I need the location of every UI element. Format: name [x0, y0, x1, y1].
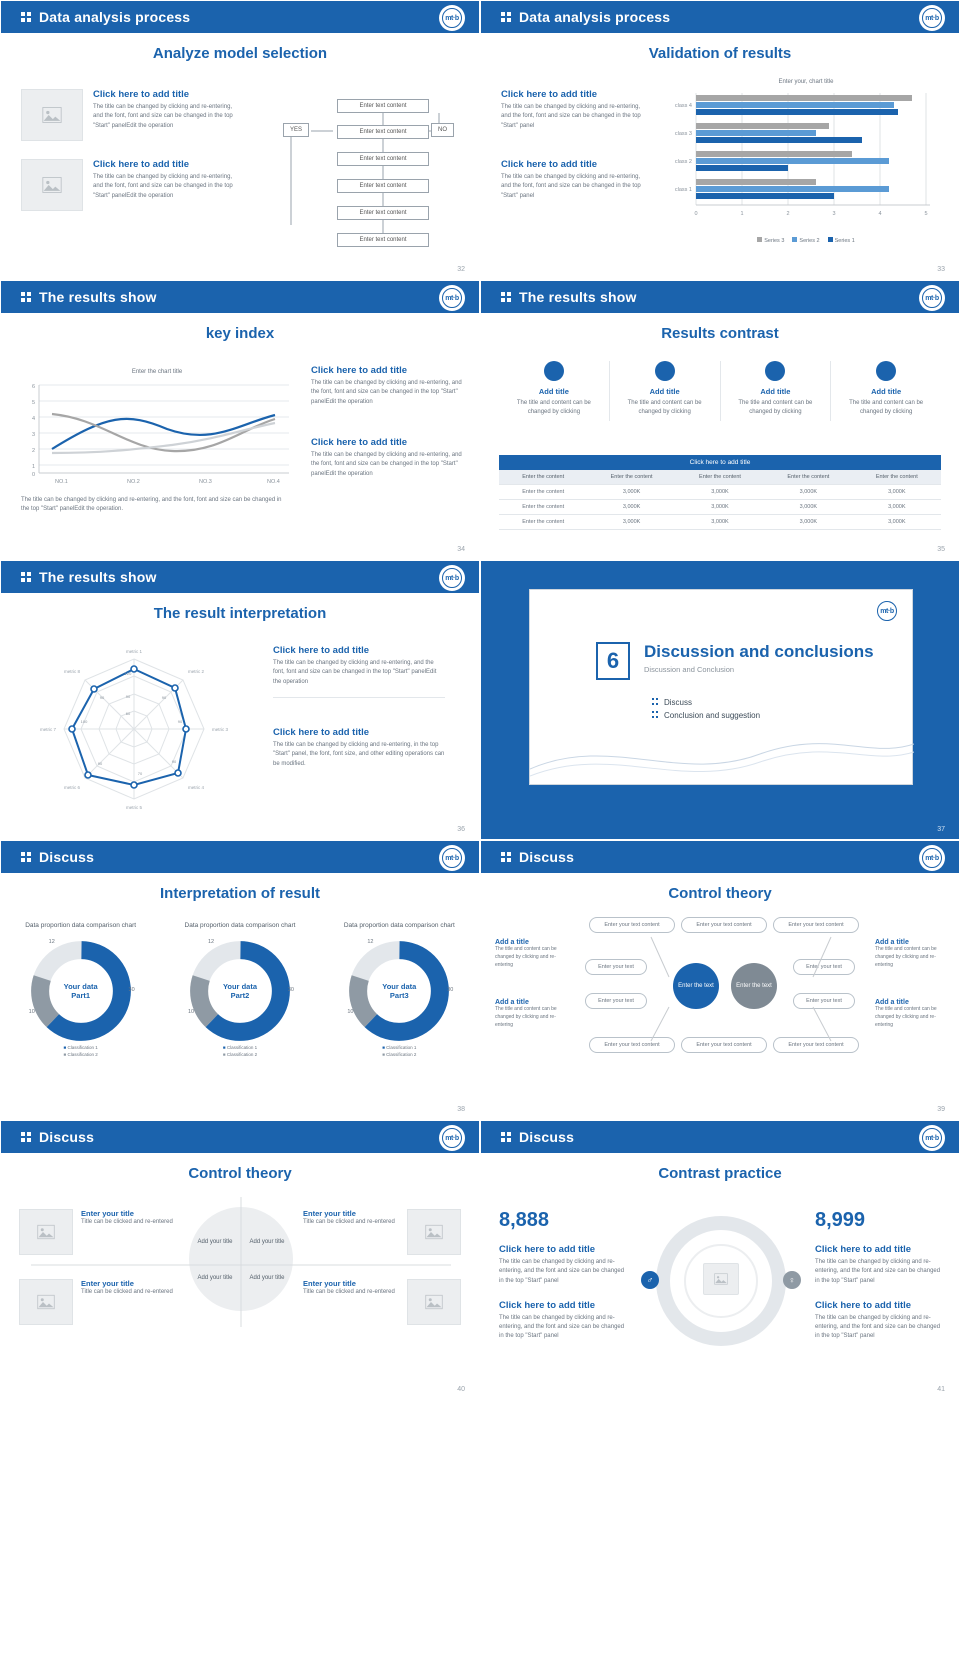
logo-text: mt·b [445, 854, 459, 862]
svg-text:100: 100 [80, 719, 88, 724]
slide-header [1, 1, 479, 33]
logo-text: mt·b [925, 14, 939, 22]
side-title: Add a title [875, 939, 909, 946]
svg-text:90: 90 [161, 695, 167, 700]
logo-text: mt·b [925, 1134, 939, 1142]
section-list-item[interactable] [652, 711, 912, 720]
block-text: The title can be changed by clicking and re-entering, and the font and size can be changed in the top "Start" panel [815, 1259, 941, 1284]
table-row [499, 500, 941, 515]
flow-box[interactable]: Enter text content [337, 125, 429, 139]
svg-text:0: 0 [31, 472, 35, 478]
svg-text:6: 6 [31, 384, 35, 390]
block-title: Click here to add title [815, 1244, 912, 1255]
table-cell: 3,000K [587, 515, 675, 530]
block-text: The title can be changed by clicking and re-entering, and the font, font and size can be changed in the top "Start" panelEdit the operation [311, 452, 462, 477]
card-icon [876, 361, 896, 381]
table-cell: 3,000K [676, 515, 764, 530]
flow-yes-label[interactable]: YES [283, 123, 309, 137]
dots-icon [21, 292, 31, 302]
donut-value: 10 [187, 1009, 195, 1016]
table-cell: 3,000K [764, 515, 852, 530]
center-circle-primary[interactable]: Enter the text [673, 963, 719, 1009]
brand-logo [919, 285, 945, 311]
table-cell: 3,000K [853, 500, 941, 515]
svg-text:90: 90 [99, 695, 105, 700]
table-header-cell: Enter the content [764, 470, 852, 485]
dots-icon [21, 1132, 31, 1142]
block-title: Click here to add title [499, 1244, 596, 1255]
table-cell: Enter the content [499, 500, 587, 515]
page-number: 38 [457, 1106, 465, 1113]
table-cell: 3,000K [764, 485, 852, 500]
donut-center-label: Your data [63, 982, 98, 992]
dots-icon [21, 572, 31, 582]
donut-chart [329, 921, 469, 1059]
page-number: 34 [457, 546, 465, 553]
page-number: 37 [937, 826, 945, 833]
slide-36 [0, 560, 480, 840]
slide-header [481, 1, 959, 33]
donut-value: 30 [128, 987, 135, 994]
results-table [499, 455, 941, 530]
block-title: Click here to add title [499, 1299, 596, 1311]
header-title: The results show [39, 289, 157, 305]
item-title: Enter your title [81, 1279, 134, 1288]
item-title: Enter your title [81, 1209, 134, 1218]
donut-value: 30 [447, 987, 454, 994]
block-text: The title can be changed by clicking and re-entering, and the font, font and size can be changed in the top "Start" panelEdit the operation [93, 174, 233, 199]
slide-32 [0, 0, 480, 280]
chart-title: Enter the chart title [131, 369, 183, 375]
page-number: 36 [457, 826, 465, 833]
block-title: Click here to add title [273, 645, 370, 656]
svg-text:120: 120 [124, 671, 132, 676]
header-title: Discuss [519, 849, 575, 865]
side-text: The title and content can be changed by clicking and re-entering [495, 946, 557, 968]
svg-text:class 1: class 1 [674, 187, 692, 193]
svg-text:90: 90 [177, 719, 183, 724]
flow-box[interactable]: Enter text content [337, 99, 429, 113]
svg-text:3: 3 [31, 432, 35, 438]
table-cell: Enter the content [499, 515, 587, 530]
dots-icon [501, 12, 511, 22]
logo-text: mt·b [445, 574, 459, 582]
slide-39 [480, 840, 960, 1120]
table-row [499, 485, 941, 500]
donut-caption: Data proportion data comparison chart [184, 922, 296, 929]
donut-chart [170, 921, 310, 1059]
slide-41 [480, 1120, 960, 1400]
donut-center-label: Your data [222, 982, 257, 992]
radar-chart [19, 637, 249, 822]
svg-text:1: 1 [740, 211, 744, 217]
block-title: Click here to add title [93, 89, 190, 100]
donut-center-value: Part1 [71, 991, 91, 1001]
logo-text: mt·b [925, 854, 939, 862]
item-title: Enter your title [303, 1279, 356, 1288]
page-number: 35 [937, 546, 945, 553]
female-icon: ♀ [783, 1271, 801, 1289]
svg-text:metric 5: metric 5 [125, 805, 143, 810]
page-title: Interpretation of result [159, 885, 320, 902]
brand-logo [874, 598, 900, 624]
logo-text: mt·b [880, 607, 894, 615]
section-title: Discussion and conclusions [644, 642, 874, 661]
block-text: The title can be changed by clicking and re-entering, in the top "Start" panel, the font, font size, and other editing operations can be modified. [273, 742, 445, 767]
page-title: Control theory [188, 1165, 292, 1182]
flow-box[interactable]: Enter text content [337, 233, 429, 247]
brand-logo [439, 845, 465, 871]
page-title: Control theory [668, 885, 772, 902]
page-number: 41 [937, 1386, 945, 1393]
flow-arrows [501, 915, 941, 1055]
flow-box-top[interactable]: Enter your text content [681, 917, 767, 933]
chart-title: Enter your, chart title [778, 79, 834, 85]
flow-box-bottom[interactable]: Enter your text content [589, 1037, 675, 1053]
flow-box[interactable]: Enter text content [337, 206, 429, 220]
block-text: The title can be changed by clicking and re-entering, and the font and size can be changed in the top "Start" panel [499, 1314, 625, 1340]
brand-logo [439, 5, 465, 31]
svg-text:2: 2 [31, 448, 35, 454]
slide-header [481, 1121, 959, 1153]
image-placeholder[interactable] [21, 89, 83, 141]
legend-item: Series 3 [757, 237, 784, 244]
header-title: Discuss [39, 1129, 95, 1145]
quadrant-label[interactable]: Add your title [249, 1275, 285, 1281]
page-number: 33 [937, 266, 945, 273]
result-card [499, 361, 610, 421]
donut-center-value: Part3 [389, 991, 409, 1001]
svg-text:2: 2 [786, 211, 790, 217]
line-chart [17, 369, 297, 515]
block-text: The title can be changed by clicking and re-entering, and the font, font and size can be changed in the top "Start" panelEdit the operation [93, 104, 233, 129]
section-card [529, 589, 913, 785]
page-number: 40 [457, 1386, 465, 1393]
card-title: Add title [871, 387, 902, 396]
page-title: Analyze model selection [152, 45, 328, 62]
quadrant-circle [189, 1207, 293, 1311]
contrast-diagram [646, 1209, 796, 1353]
block-text: The title can be changed by clicking and re-entering, and the font and size can be changed in the top "Start" panel [815, 1314, 941, 1340]
donut-center-value: Part2 [230, 991, 250, 1001]
svg-text:4: 4 [878, 211, 882, 217]
svg-text:metric 2: metric 2 [187, 669, 205, 674]
image-placeholder[interactable] [407, 1279, 461, 1325]
header-title: The results show [39, 569, 157, 585]
dots-icon [21, 12, 31, 22]
flow-box[interactable]: Enter text content [337, 179, 429, 193]
svg-text:90: 90 [171, 759, 177, 764]
table-header-cell: Enter the content [853, 470, 941, 485]
slide-header [481, 281, 959, 313]
donut-caption: Data proportion data comparison chart [343, 922, 455, 929]
block-title: Click here to add title [501, 89, 598, 100]
donut-value: 12 [48, 939, 55, 946]
donut-value: 10 [347, 1009, 354, 1016]
svg-text:NO.4: NO.4 [267, 479, 280, 485]
card-icon [544, 361, 564, 381]
side-text: The title and content can be changed by clicking and re-entering [875, 1006, 937, 1028]
dots-icon [501, 292, 511, 302]
page-title: Validation of results [648, 45, 792, 62]
image-placeholder[interactable] [703, 1263, 739, 1295]
table-cell: 3,000K [676, 485, 764, 500]
svg-text:NO.1: NO.1 [55, 479, 68, 485]
svg-text:metric 4: metric 4 [187, 785, 205, 790]
logo-text: mt·b [445, 14, 459, 22]
flow-box-bottom[interactable]: Enter your text content [773, 1037, 859, 1053]
flow-box-mid-right[interactable]: Enter your text [793, 959, 855, 975]
item-text: Title can be clicked and re-entered [303, 1289, 395, 1295]
result-card [721, 361, 832, 421]
brand-logo [439, 1125, 465, 1151]
block-title: Click here to add title [93, 159, 190, 170]
slide-header [1, 841, 479, 873]
slide-header [1, 281, 479, 313]
block-title: Click here to add title [273, 727, 370, 738]
block-text: The title can be changed by clicking and re-entering, and the font, font and size can be changed in the top "Start" panelEdit the operation [311, 380, 462, 405]
donut-value: 12 [207, 939, 215, 946]
header-title: Discuss [519, 1129, 575, 1145]
side-title: Add a title [875, 999, 909, 1006]
donut-legend: ■ Classification 1 ■ Classification 2 [382, 1045, 417, 1057]
table-cell: 3,000K [764, 500, 852, 515]
svg-text:metric 1: metric 1 [125, 649, 143, 654]
table-cell: 3,000K [587, 500, 675, 515]
flow-no-label[interactable]: NO [431, 123, 454, 137]
svg-text:metric 6: metric 6 [63, 785, 81, 790]
block-text: The title can be changed by clicking and re-entering, and the font, font and size can be changed in the top "Start" panel [501, 104, 641, 129]
quadrant-label[interactable]: Add your title [249, 1239, 285, 1245]
slide-40 [0, 1120, 480, 1400]
slide-35 [480, 280, 960, 560]
flow-box-mid-left[interactable]: Enter your text [585, 959, 647, 975]
table-cell: 3,000K [853, 485, 941, 500]
flow-box-bottom[interactable]: Enter your text content [681, 1037, 767, 1053]
section-list-item[interactable] [652, 698, 912, 707]
side-title: Add a title [495, 939, 529, 946]
page-number: 32 [457, 266, 465, 273]
table-cell: Enter the content [499, 485, 587, 500]
item-title: Enter your title [303, 1209, 356, 1218]
donut-value: 30 [287, 987, 294, 994]
quadrant-label[interactable]: Add your title [197, 1239, 233, 1245]
slide-37 [480, 560, 960, 840]
card-text: The title and content can be changed by clicking [627, 400, 702, 416]
image-placeholder[interactable] [19, 1279, 73, 1325]
table-header-cell: Enter the content [676, 470, 764, 485]
header-title: Data analysis process [39, 9, 191, 25]
slide-38 [0, 840, 480, 1120]
legend-item: Series 1 [828, 237, 855, 244]
wave-decoration [530, 724, 914, 784]
slide-34 [0, 280, 480, 560]
slide-header [1, 561, 479, 593]
flow-box[interactable]: Enter text content [337, 152, 429, 166]
bar-chart [666, 79, 946, 249]
brand-logo [439, 565, 465, 591]
quadrant-label[interactable]: Add your title [197, 1275, 233, 1281]
donut-chart [11, 921, 151, 1059]
page-title: Contrast practice [658, 1165, 782, 1182]
section-item-label: Conclusion and suggestion [664, 711, 761, 720]
svg-text:90: 90 [125, 694, 131, 699]
svg-text:class 3: class 3 [674, 131, 692, 137]
slide-header [481, 841, 959, 873]
logo-text: mt·b [445, 294, 459, 302]
image-placeholder[interactable] [21, 159, 83, 211]
dots-icon [501, 852, 511, 862]
svg-text:70: 70 [137, 771, 143, 776]
card-text: The title and content can be changed by clicking [738, 400, 813, 416]
card-icon [655, 361, 675, 381]
brand-logo [919, 5, 945, 31]
slide-header [1, 1121, 479, 1153]
flow-box-top[interactable]: Enter your text content [773, 917, 859, 933]
page-number: 39 [937, 1106, 945, 1113]
item-text: Title can be clicked and re-entered [81, 1289, 173, 1295]
page-title: Results contrast [661, 325, 779, 342]
item-text: Title can be clicked and re-entered [303, 1219, 395, 1225]
brand-logo [919, 1125, 945, 1151]
header-title: The results show [519, 289, 637, 305]
section-subtitle: Discussion and Conclusion [644, 664, 735, 674]
logo-text: mt·b [925, 294, 939, 302]
table-row [499, 515, 941, 530]
svg-text:NO.3: NO.3 [199, 479, 212, 485]
donut-value: 10 [28, 1009, 35, 1016]
image-placeholder[interactable] [19, 1209, 73, 1255]
right-big-number: 8,999 [815, 1209, 866, 1231]
svg-text:metric 3: metric 3 [211, 727, 229, 732]
donut-legend: ■ Classification 1 ■ Classification 2 [63, 1045, 98, 1057]
card-title: Add title [649, 387, 680, 396]
page-title: The result interpretation [153, 605, 327, 622]
svg-text:class 2: class 2 [674, 159, 692, 165]
donut-center-label: Your data [382, 982, 417, 992]
male-icon: ♂ [641, 1271, 659, 1289]
block-text: The title can be changed by clicking and re-entering, and the font and size can be changed in the top "Start" panel [499, 1259, 625, 1284]
card-title: Add title [760, 387, 791, 396]
image-placeholder[interactable] [407, 1209, 461, 1255]
block-title: Click here to add title [311, 365, 408, 376]
block-title: Click here to add title [311, 437, 408, 448]
logo-text: mt·b [445, 1134, 459, 1142]
svg-text:5: 5 [924, 211, 928, 217]
header-title: Discuss [39, 849, 95, 865]
donut-value: 12 [367, 939, 374, 946]
item-text: Title can be clicked and re-entered [81, 1219, 173, 1225]
svg-text:90: 90 [97, 761, 103, 766]
table-header-cell: Enter the content [499, 470, 587, 485]
side-text: The title and content can be changed by clicking and re-entering [875, 946, 937, 968]
svg-text:5: 5 [31, 400, 35, 406]
svg-text:metric 7: metric 7 [39, 727, 57, 732]
chart-legend [666, 237, 946, 244]
donut-caption: Data proportion data comparison chart [25, 922, 137, 929]
svg-text:4: 4 [31, 416, 35, 422]
card-text: The title and content can be changed by clicking [849, 400, 924, 416]
svg-text:60: 60 [125, 711, 131, 716]
header-title: Data analysis process [519, 9, 671, 25]
page-title: key index [205, 325, 275, 342]
flow-box-top[interactable]: Enter your text content [589, 917, 675, 933]
svg-text:NO.2: NO.2 [127, 479, 140, 485]
divider [273, 697, 445, 698]
brand-logo [439, 285, 465, 311]
svg-text:3: 3 [832, 211, 836, 217]
section-item-label: Discuss [664, 698, 693, 707]
side-text: The title and content can be changed by clicking and re-entering [495, 1006, 557, 1028]
side-title: Add a title [495, 999, 529, 1006]
table-cell: 3,000K [676, 500, 764, 515]
block-title: Click here to add title [815, 1299, 912, 1311]
svg-text:class 4: class 4 [674, 103, 692, 109]
section-number: 6 [596, 642, 630, 680]
block-text: The title can be changed by clicking and re-entering, and the font, font and size can be changed in the top "Start" panelEdit the operation [273, 660, 437, 685]
block-title: Click here to add title [501, 159, 598, 170]
card-icon [765, 361, 785, 381]
donut-legend: ■ Classification 1 ■ Classification 2 [222, 1045, 258, 1057]
dots-icon [21, 852, 31, 862]
dots-icon [501, 1132, 511, 1142]
table-cell: 3,000K [853, 515, 941, 530]
flow-box-mid-left[interactable]: Enter your text [585, 993, 647, 1009]
legend-item: Series 2 [792, 237, 819, 244]
result-card [831, 361, 941, 421]
chart-caption: The title can be changed by clicking and re-entering, and the font, font and size can be changed in the top "Start" panelEdit the operation. [21, 497, 282, 513]
brand-logo [919, 845, 945, 871]
flow-box-mid-right[interactable]: Enter your text [793, 993, 855, 1009]
card-title: Add title [538, 387, 569, 396]
result-card [610, 361, 721, 421]
svg-text:0: 0 [694, 211, 698, 217]
card-text: The title and content can be changed by clicking [516, 400, 591, 416]
left-big-number: 8,888 [499, 1209, 550, 1231]
svg-text:metric 8: metric 8 [63, 669, 81, 674]
center-circle-secondary[interactable]: Enter the text [731, 963, 777, 1009]
svg-text:1: 1 [31, 464, 35, 470]
block-text: The title can be changed by clicking and re-entering, and the font, font and size can be changed in the top "Start" panel [501, 174, 641, 199]
table-caption: Click here to add title [499, 455, 941, 470]
table-header-cell: Enter the content [587, 470, 675, 485]
table-cell: 3,000K [587, 485, 675, 500]
slide-33 [480, 0, 960, 280]
